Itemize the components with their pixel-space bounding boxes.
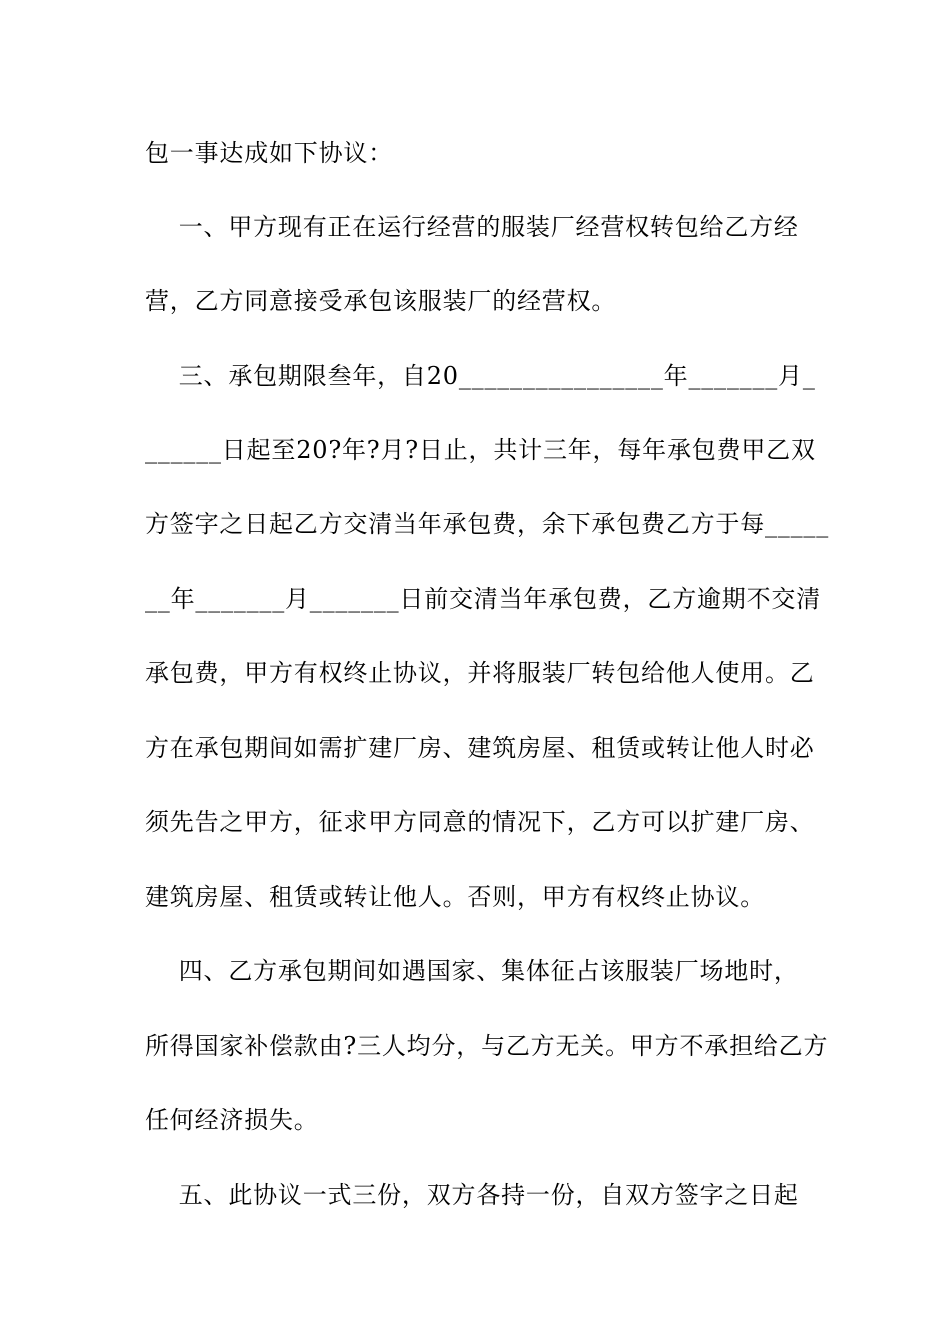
text-line: ______日起至20?年?月?日止，共计三年，每年承包费甲乙双: [145, 436, 816, 464]
text-line: 所得国家补偿款由?三人均分，与乙方无关。甲方不承担给乙方: [145, 1032, 829, 1060]
text-line: 承包费，甲方有权终止协议，并将服装厂转包给他人使用。乙: [145, 659, 815, 687]
text-line: 建筑房屋、租赁或转让他人。否则，甲方有权终止协议。: [145, 883, 765, 911]
text-line: 一、甲方现有正在运行经营的服装厂经营权转包给乙方经: [145, 213, 799, 241]
text-line: 任何经济损失。: [145, 1106, 319, 1134]
text-line: 方签字之日起乙方交清当年承包费，余下承包费乙方于每_____: [145, 510, 829, 538]
text-line: 营，乙方同意接受承包该服装厂的经营权。: [145, 287, 617, 315]
text-line: 五、此协议一式三份，双方各持一份，自双方签字之日起: [145, 1181, 799, 1209]
text-line: 方在承包期间如需扩建厂房、建筑房屋、租赁或转让他人时必: [145, 734, 815, 762]
text-line: 四、乙方承包期间如遇国家、集体征占该服装厂场地时，: [145, 957, 799, 985]
text-line: __年_______月_______日前交清当年承包费，乙方逾期不交清: [145, 585, 821, 613]
text-line: 包一事达成如下协议：: [145, 139, 393, 167]
text-line: 三、承包期限叁年，自20________________年_______月_: [145, 362, 816, 390]
text-line: 须先告之甲方，征求甲方同意的情况下，乙方可以扩建厂房、: [145, 808, 815, 836]
